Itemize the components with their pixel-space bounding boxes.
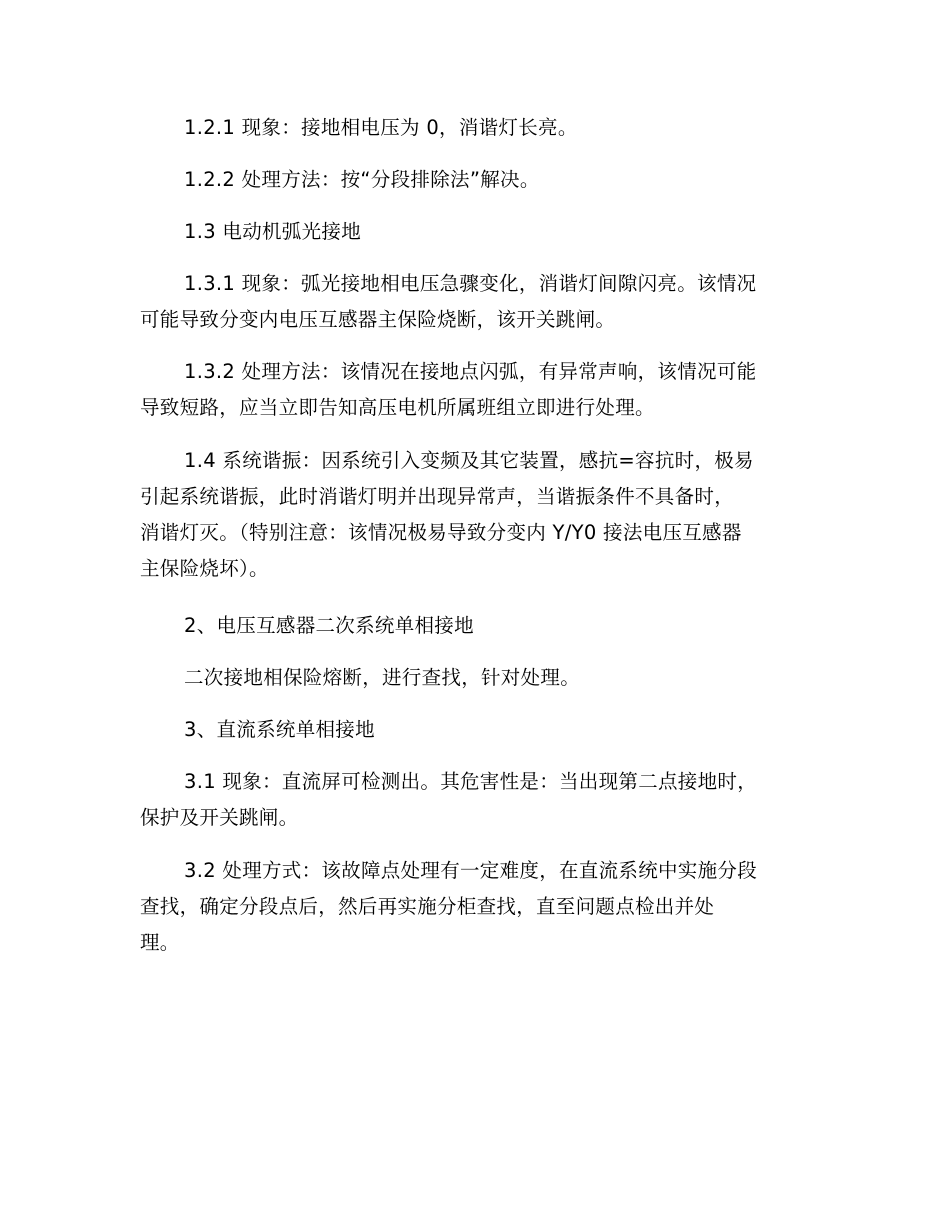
text-line: 导致短路，应当立即告知高压电机所属班组立即进行处理。	[140, 396, 655, 419]
text-line: 1.3 电动机弧光接地	[184, 220, 362, 243]
text-line: 可能导致分变内电压互感器主保险烧断，该开关跳闸。	[140, 308, 616, 331]
heading-1-3	[140, 214, 815, 250]
text-line: 1.3.2 处理方法：该情况在接地点闪弧，有异常声响，该情况可能	[184, 360, 757, 383]
text-line: 2、电压互感器二次系统单相接地	[184, 614, 474, 637]
paragraph-2-body	[140, 660, 815, 696]
paragraph-1-3-1	[140, 266, 815, 338]
text-line: 保护及开关跳闸。	[140, 806, 299, 829]
paragraph-1-2-1	[140, 110, 815, 146]
heading-3	[140, 712, 815, 748]
paragraph-3-2	[140, 853, 815, 961]
text-line: 1.3.1 现象：弧光接地相电压急骤变化，消谐灯间隙闪亮。该情况	[184, 272, 757, 295]
text-line: 消谐灯灭。（特别注意：该情况极易导致分变内 Y/Y0 接法电压互感器	[140, 521, 742, 544]
text-line: 1.2.2 处理方法：按“分段排除法”解决。	[184, 168, 540, 191]
text-line: 3.2 处理方式：该故障点处理有一定难度，在直流系统中实施分段	[184, 859, 758, 882]
paragraph-1-4	[140, 443, 815, 587]
text-line: 理。	[140, 931, 180, 954]
text-line: 3.1 现象：直流屏可检测出。其危害性是：当出现第二点接地时，	[184, 770, 758, 793]
text-line: 引起系统谐振，此时消谐灯明并出现异常声，当谐振条件不具备时，	[140, 485, 735, 508]
paragraph-3-1	[140, 764, 815, 836]
heading-2	[140, 608, 815, 644]
text-line: 3、直流系统单相接地	[184, 718, 375, 741]
paragraph-1-2-2	[140, 162, 815, 198]
text-line: 主保险烧坏）。	[140, 557, 269, 580]
text-line: 1.4 系统谐振：因系统引入变频及其它装置，感抗=容抗时，极易	[184, 449, 754, 472]
text-line: 查找，确定分段点后，然后再实施分柜查找，直至问题点检出并处	[140, 895, 715, 918]
paragraph-1-3-2	[140, 354, 815, 426]
text-line: 1.2.1 现象：接地相电压为 0，消谐灯长亮。	[184, 116, 578, 139]
text-line: 二次接地相保险熔断，进行查找，针对处理。	[184, 666, 581, 689]
